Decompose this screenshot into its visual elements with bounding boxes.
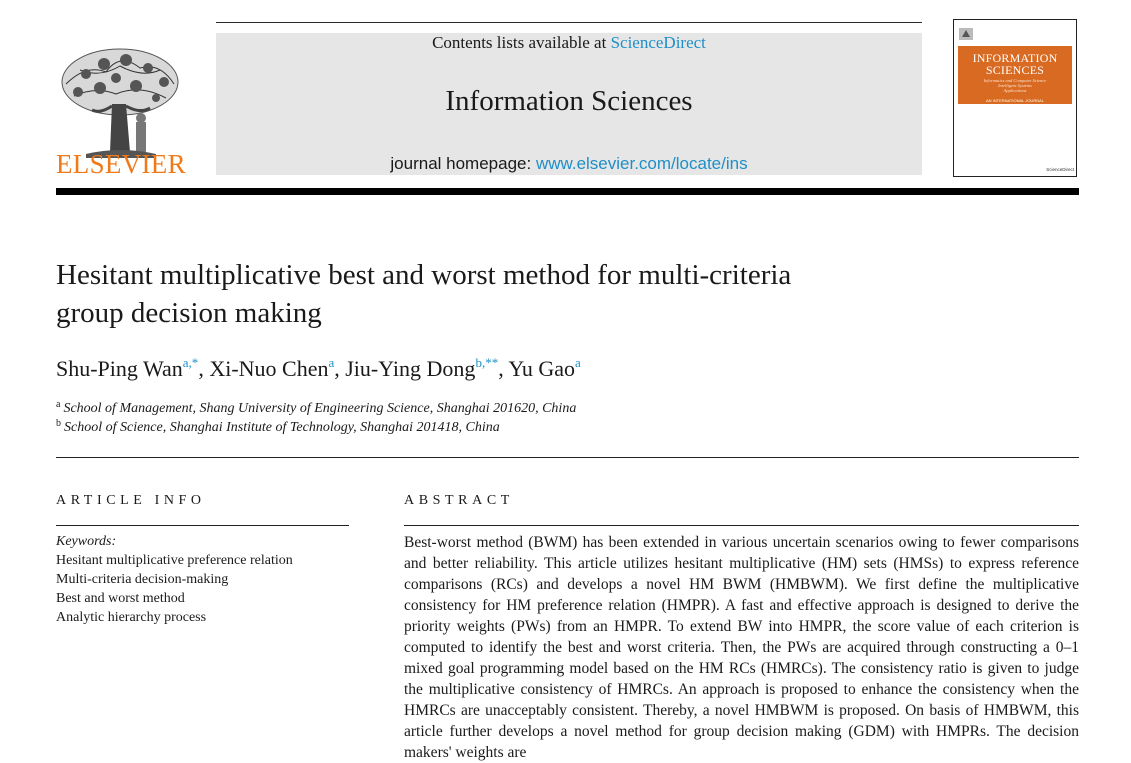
- keyword-item[interactable]: Analytic hierarchy process: [56, 610, 207, 625]
- contents-prefix: Contents lists available at: [432, 33, 607, 52]
- affiliation-mark: b: [56, 418, 61, 429]
- article-info-rule: [56, 525, 349, 526]
- header-top-rule: [216, 22, 922, 23]
- author-list: [56, 355, 1056, 383]
- author-marks[interactable]: a: [328, 355, 335, 370]
- sciencedirect-link[interactable]: ScienceDirect: [610, 33, 706, 52]
- homepage-prefix: journal homepage:: [390, 154, 532, 173]
- affiliation-mark: a: [56, 399, 61, 410]
- cover-publisher: ScienceDirect: [1046, 167, 1074, 172]
- keywords-label: Keywords:: [56, 534, 117, 549]
- cover-title-line1: INFORMATION: [972, 51, 1058, 65]
- author-name[interactable]: Yu Gao: [508, 356, 575, 381]
- cover-title: [958, 52, 1072, 76]
- affiliation-text: School of Management, Shang University of Engineering Science, Shanghai 201620, China: [63, 401, 577, 416]
- author-separator: ,: [498, 356, 509, 381]
- keyword-item[interactable]: Hesitant multiplicative preference relation: [56, 553, 293, 568]
- cover-issn: [1034, 24, 1072, 29]
- article-title: [56, 256, 956, 332]
- journal-title[interactable]: Information Sciences: [445, 85, 693, 117]
- author-name[interactable]: Shu-Ping Wan: [56, 356, 183, 381]
- header-bottom-rule: [56, 188, 1079, 195]
- author-separator: ,: [334, 356, 346, 381]
- title-separator: [56, 457, 1079, 458]
- abstract-heading: ABSTRACT: [404, 493, 514, 508]
- contents-line: [216, 33, 922, 53]
- cover-subtitle-line1: Informatics and Computer Science: [983, 78, 1047, 83]
- article-info-heading: ARTICLE INFO: [56, 493, 206, 508]
- article-title-line2: group decision making: [56, 297, 322, 329]
- cover-subtitle: [958, 78, 1072, 93]
- affiliation-text: School of Science, Shanghai Institute of Technology, Shanghai 201418, China: [64, 420, 500, 435]
- homepage-link[interactable]: www.elsevier.com/locate/ins: [535, 154, 748, 173]
- cover-elsevier-logo-icon: [958, 27, 974, 41]
- keyword-item[interactable]: Best and worst method: [56, 591, 185, 606]
- cover-title-line2: SCIENCES: [985, 63, 1045, 77]
- author-name[interactable]: Xi-Nuo Chen: [209, 356, 329, 381]
- author-marks[interactable]: a,*: [182, 355, 199, 370]
- abstract-text: Best-worst method (BWM) has been extended in various uncertain scenarios owing to fewer comparisons and better reliability. This article utilizes hesitant multiplicative (HM) sets (HMSs) to express reference comparisons (RCs) and develops a novel HM BWM (HMBWM). We first define the multiplicative consistency for HM preference relation (HMPR). A fast and effective approach is designed to derive the priority weights (PWs) from an HMPR. To extend BW into HMPR, the score value of each criterion is computed to identify the best and worst criteria. Then, the PWs are acquired through constructing a 0–1 mixed goal programming model based on the HM RCs (HMRCs). The consistency ratio is given to judge the multiplicative consistency of HMRCs. An approach is proposed to enhance the consistency when the HMRCs are unacceptably consistent. Thereby, a novel HMBWM is proposed. On basis of HMBWM, this article further develops a novel method for group decision making (GDM) with HMPRs. The decision makers' weights are: [404, 534, 1079, 761]
- author-marks[interactable]: a: [574, 355, 581, 370]
- article-title-line1: Hesitant multiplicative best and worst method for multi-criteria: [56, 259, 792, 291]
- keyword-list: [56, 551, 356, 627]
- author-marks[interactable]: b,**: [475, 355, 499, 370]
- elsevier-wordmark: ELSEVIER: [56, 149, 186, 179]
- affiliation: [56, 400, 1056, 418]
- affiliation: [56, 419, 1056, 437]
- cover-subtitle-line3: Applications: [1003, 88, 1027, 93]
- abstract-rule: [404, 525, 1079, 526]
- author-separator: ,: [198, 356, 210, 381]
- author-name[interactable]: Jiu-Ying Dong: [345, 356, 476, 381]
- homepage-line: [216, 154, 922, 174]
- cover-subtitle-line2: Intelligent Systems: [998, 83, 1032, 88]
- keyword-item[interactable]: Multi-criteria decision-making: [56, 572, 229, 587]
- cover-tagline: AN INTERNATIONAL JOURNAL: [985, 98, 1044, 103]
